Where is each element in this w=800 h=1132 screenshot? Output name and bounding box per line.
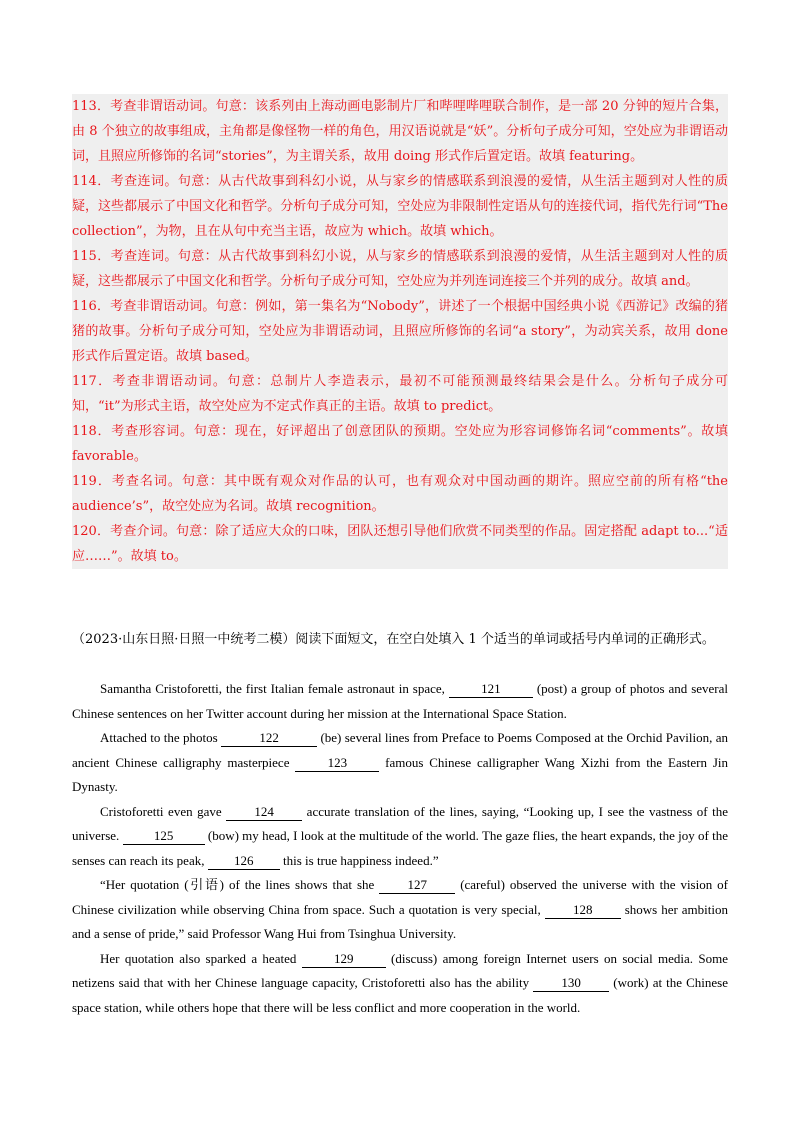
passage-text: (discuss) among foreign Internet users on social media. Some netizens said that with her Chinese language capacity, Cristoforetti also has the ability <box>72 950 728 990</box>
passage-text: (work) at the Chinese space station, while others hope that there will be less conflict and more cooperation in the world. <box>72 975 728 1015</box>
answer-117: 117．考查非谓语动词。句意：总制片人李造表示，最初不可能预测最终结果会是什么。分析句子成分可知，“it”为形式主语，故空处应为不定式作真正的主语。故填 to predict。 <box>72 374 728 414</box>
passage-paragraph-1 <box>72 677 728 726</box>
blank-123[interactable]: 123 <box>295 755 379 772</box>
blank-122[interactable]: 122 <box>221 730 317 747</box>
blank-129[interactable]: 129 <box>302 951 386 968</box>
answer-explanations <box>72 94 728 569</box>
passage-text: (bow) my head, I look at the multitude of the world. The gaze flies, the heart expands, the joy of the senses can reach its peak, <box>72 828 729 868</box>
answer-119: 119．考查名词。句意：其中既有观众对作品的认可，也有观众对中国动画的期许。照应空前的所有格“the audience’s”，故空处应为名词。故填 recognition。 <box>72 474 728 514</box>
exercise-source <box>72 627 728 652</box>
blank-128[interactable]: 128 <box>545 902 621 919</box>
passage-text: Cristoforetti even gave <box>100 803 222 819</box>
reading-passage <box>72 677 728 1020</box>
passage-text: (careful) observed the universe with the vision of Chinese civilization while observing China from space. Such a quotation is very special, <box>72 877 729 917</box>
blank-125[interactable]: 125 <box>123 828 205 845</box>
answer-118: 118．考查形容词。句意：现在，好评超出了创意团队的预期。空处应为形容词修饰名词“comments”。故填 favorable。 <box>72 424 728 464</box>
passage-text: accurate translation of the lines, saying, “Looking up, I see the vastness of the universe. <box>72 803 729 843</box>
answer-120: 120．考查介词。句意：除了适应大众的口味，团队还想引导他们欣赏不同类型的作品。固定搭配 adapt to...“适应……”。故填 to。 <box>72 524 728 564</box>
passage-text: shows her ambition and a sense of pride,” said Professor Wang Hui from Tsinghua University. <box>72 901 728 941</box>
answer-115: 115．考查连词。句意：从古代故事到科幻小说，从与家乡的情感联系到浪漫的爱情，从生活主题到对人性的质疑，这些都展示了中国文化和哲学。分析句子成分可知，空处应为并列连词连接三个并列的成分。故填 and。 <box>72 249 728 289</box>
passage-text: Her quotation also sparked a heated <box>100 950 297 966</box>
passage-text: this is true happiness indeed.” <box>282 852 439 868</box>
blank-130[interactable]: 130 <box>533 975 609 992</box>
passage-paragraph-2 <box>72 726 728 800</box>
passage-text: “Her quotation (引语) of the lines shows that she <box>100 877 375 892</box>
blank-124[interactable]: 124 <box>226 804 302 821</box>
blank-127[interactable]: 127 <box>379 877 455 894</box>
answer-116: 116．考查非谓语动词。句意：例如，第一集名为“Nobody”，讲述了一个根据中国经典小说《西游记》改编的猪猪的故事。分析句子成分可知，空处应为非谓语动词，且照应所修饰的名词“a story”，为动宾关系，故用 done 形式作后置定语。故填 based。 <box>72 299 728 364</box>
passage-text: (be) several lines from Preface to Poems Composed at the Orchid Pavilion, an ancient Chinese calligraphy masterpiece <box>72 730 729 770</box>
passage-text: (post) a group of photos and several Chinese sentences on her Twitter account during her mission at the International Space Station. <box>72 681 728 721</box>
answer-114: 114．考查连词。句意：从古代故事到科幻小说，从与家乡的情感联系到浪漫的爱情，从生活主题到对人性的质疑，这些都展示了中国文化和哲学。分析句子成分可知，空处应为非限制性定语从句的连接代词，指代先行词“The collection”，为物，且在从句中充当主语，故应为 which。故填 which。 <box>72 174 728 239</box>
passage-paragraph-4 <box>72 873 728 947</box>
passage-paragraph-3 <box>72 800 728 874</box>
passage-text: famous Chinese calligrapher Wang Xizhi from the Eastern Jin Dynasty. <box>72 754 729 794</box>
answer-113: 113．考查非谓语动词。句意：该系列由上海动画电影制片厂和哔哩哔哩联合制作，是一部 20 分钟的短片合集，由 8 个独立的故事组成，主角都是像怪物一样的角色，用汉语说就是“妖”。分析句子成分可知，空处应为非谓语动词，且照应所修饰的名词“stories”，为主谓关系，故用 doing 形式作后置定语。故填 featuring。 <box>72 99 728 164</box>
passage-paragraph-5 <box>72 947 728 1021</box>
passage-text: Samantha Cristoforetti, the first Italian female astronaut in space, <box>100 681 445 696</box>
passage-text: Attached to the photos <box>100 730 218 745</box>
blank-126[interactable]: 126 <box>208 853 280 870</box>
exercise-instructions: （2023·山东日照·日照一中统考二模）阅读下面短文，在空白处填入 1 个适当的单词或括号内单词的正确形式。 <box>72 632 715 647</box>
blank-121[interactable]: 121 <box>449 681 533 698</box>
